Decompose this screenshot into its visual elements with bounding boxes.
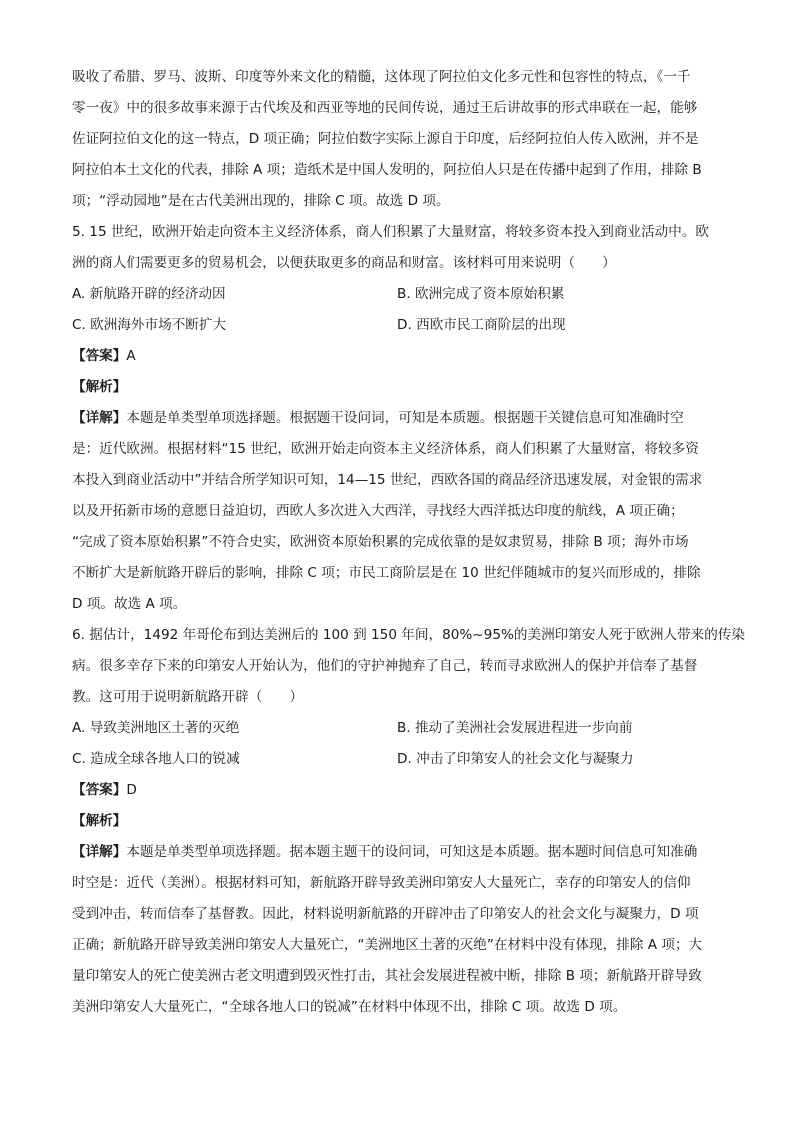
text-line: 教。这可用于说明新航路开辟（ ） — [72, 689, 304, 705]
text-line: 佐证阿拉伯文化的这一特点，D 项正确；阿拉伯数字实际上源自于印度，后经阿拉伯人传入欧洲，并不是 — [72, 131, 699, 147]
text-line: 本投入到商业活动中”并结合所学知识可知，14—15 世纪，西欧各国的商品经济迅速发展，对金银的需求 — [72, 472, 703, 488]
option-a: A. 新航路开辟的经济动因 — [72, 286, 226, 302]
answer-value: D — [126, 782, 137, 798]
text-line: 6. 据估计，1492 年哥伦布到达美洲后的 100 到 150 年间，80%~95%的美洲印第安人死于欧洲人带来的传染 — [72, 627, 745, 643]
option-b: B. 推动了美洲社会发展进程进一步向前 — [397, 720, 633, 736]
question-5-options-row-1 — [72, 279, 722, 310]
text-line: 病。很多幸存下来的印第安人开始认为，他们的守护神抛弃了自己，转而寻求欧洲人的保护并信奉了基督 — [72, 658, 698, 674]
text-line: D 项。故选 A 项。 — [72, 596, 187, 612]
option-b: B. 欧洲完成了资本原始积累 — [397, 286, 565, 302]
text-line: 正确；新航路开辟导致美洲印第安人大量死亡，“美洲地区土著的灭绝”在材料中没有体现，排除 A 项；大 — [72, 937, 703, 953]
text-line — [72, 837, 722, 868]
text-line: 量印第安人的死亡使美洲古老文明遭到毁灭性打击，其社会发展进程被中断，排除 B 项；新航路开辟导致 — [72, 968, 702, 984]
question-6-options-row-2 — [72, 744, 722, 775]
text-line: 5. 15 世纪，欧洲开始走向资本主义经济体系，商人们积累了大量财富，将较多资本投入到商业活动中。欧 — [72, 224, 710, 240]
question-6-detail — [72, 837, 722, 1023]
answer-label: 【答案】 — [72, 348, 127, 364]
text-line: 以及开拓新市场的意愿日益迫切，西欧人多次进入大西洋，寻找经大西洋抵达印度的航线，A 项正确； — [72, 503, 684, 519]
text-line: 时空是：近代（美洲）。根据材料可知，新航路开辟导致美洲印第安人大量死亡，幸存的印第安人的信仰 — [72, 875, 691, 891]
question-6-answer — [72, 775, 722, 806]
detail-label: 【详解】 — [72, 410, 127, 426]
text-line: 美洲印第安人大量死亡，“全球各地人口的锐减”在材料中体现不出，排除 C 项。故选 D 项。 — [72, 999, 627, 1015]
question-5-answer — [72, 341, 722, 372]
question-5-stem — [72, 217, 722, 279]
answer-value: A — [126, 348, 136, 364]
analysis-label: 【解析】 — [72, 813, 127, 829]
text-line: 吸收了希腊、罗马、波斯、印度等外来文化的精髓，这体现了阿拉伯文化多元性和包容性的特点，《一千 — [72, 69, 691, 85]
detail-text: 本题是单类型单项选择题。据本题主题干的设问词，可知这是本质题。据本题时间信息可知准确 — [126, 844, 698, 860]
question-6-analysis-label — [72, 806, 722, 837]
question-5-analysis-label — [72, 372, 722, 403]
question-5-detail — [72, 403, 722, 620]
option-c: C. 造成全球各地人口的锐减 — [72, 751, 240, 767]
text-line: “完成了资本原始积累”不符合史实，欧洲资本原始积累的完成依靠的是奴隶贸易，排除 B 项；海外市场 — [72, 534, 689, 550]
text-line: 不断扩大是新航路开辟后的影响，排除 C 项；市民工商阶层是在 10 世纪伴随城市的复兴而形成的，排除 — [72, 565, 701, 581]
option-c: C. 欧洲海外市场不断扩大 — [72, 317, 227, 333]
option-d: D. 西欧市民工商阶层的出现 — [397, 317, 566, 333]
option-d: D. 冲击了印第安人的社会文化与凝聚力 — [397, 751, 634, 767]
question-6-options-row-1 — [72, 713, 722, 744]
option-a: A. 导致美洲地区土著的灭绝 — [72, 720, 240, 736]
answer-label: 【答案】 — [72, 782, 127, 798]
detail-text: 本题是单类型单项选择题。根据题干设问词，可知是本质题。根据题干关键信息可知准确时空 — [126, 410, 684, 426]
analysis-label: 【解析】 — [72, 379, 127, 395]
question-5-options-row-2 — [72, 310, 722, 341]
text-line: 项；“浮动园地”是在古代美洲出现的，排除 C 项。故选 D 项。 — [72, 193, 450, 209]
text-line — [72, 403, 722, 434]
document-page — [72, 62, 745, 1023]
text-line: 洲的商人们需要更多的贸易机会，以便获取更多的商品和财富。该材料可用来说明（ ） — [72, 255, 616, 271]
text-line: 受到冲击，转而信奉了基督教。因此，材料说明新航路的开辟冲击了印第安人的社会文化与凝聚力，D 项 — [72, 906, 699, 922]
text-line: 是：近代欧洲。根据材料“15 世纪，欧洲开始走向资本主义经济体系，商人们积累了大量财富，将较多资 — [72, 441, 699, 457]
question-6-stem — [72, 620, 745, 713]
intro-paragraph — [72, 62, 722, 217]
text-line: 零一夜》中的很多故事来源于古代埃及和西亚等地的民间传说，通过王后讲故事的形式串联在一起，能够 — [72, 100, 698, 116]
detail-label: 【详解】 — [72, 844, 127, 860]
text-line: 阿拉伯本土文化的代表，排除 A 项；造纸术是中国人发明的，阿拉伯人只是在传播中起到了作用，排除 B — [72, 162, 702, 178]
